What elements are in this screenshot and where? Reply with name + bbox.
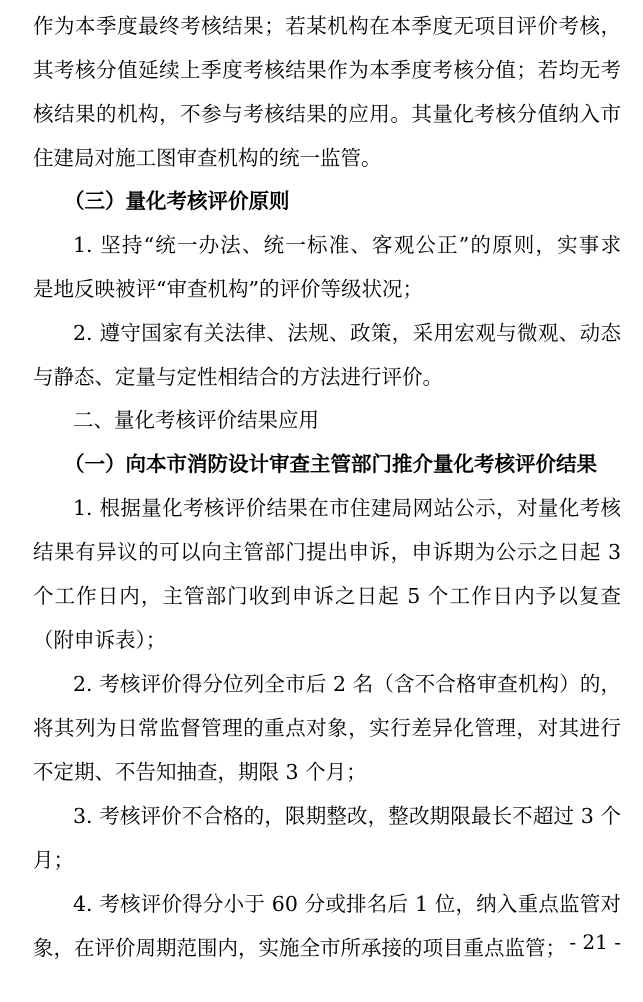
paragraph-line: 1. 坚持“统一办法、统一标准、客观公正”的原则，实事求 [73, 233, 621, 257]
paragraph-line: 其考核分值延续上季度考核结果作为本季度考核分值；若均无考 [33, 58, 621, 82]
paragraph-line: 是地反映被评“审查机构”的评价等级状况； [33, 277, 423, 301]
page-number: - 21 - [569, 930, 621, 954]
paragraph-line: 象，在评价周期范围内，实施全市所承接的项目重点监管； [33, 936, 566, 960]
paragraph-line: 4. 考核评价得分小于 60 分或排名后 1 位，纳入重点监管对 [73, 892, 621, 916]
paragraph-line: 住建局对施工图审查机构的统一监管。 [33, 146, 382, 170]
paragraph-line: 与静态、定量与定性相结合的方法进行评价。 [33, 365, 443, 389]
paragraph-line: 作为本季度最终考核结果；若某机构在本季度无项目评价考核， [33, 14, 621, 38]
paragraph-line: 2. 考核评价得分位列全市后 2 名（含不合格审查机构）的， [73, 672, 621, 696]
paragraph-line: 结果有异议的可以向主管部门提出申诉，申诉期为公示之日起 3 [33, 540, 621, 564]
paragraph-line: 将其列为日常监督管理的重点对象，实行差异化管理，对其进行 [33, 716, 621, 740]
paragraph-line: 核结果的机构，不参与考核结果的应用。其量化考核分值纳入市 [33, 102, 621, 126]
section-heading: （三）量化考核评价原则 [64, 189, 290, 213]
paragraph-line: 个工作日内，主管部门收到申诉之日起 5 个工作日内予以复查 [33, 584, 621, 608]
paragraph-line: （附申诉表）； [33, 628, 167, 652]
chapter-heading: 二、量化考核评价结果应用 [73, 408, 319, 432]
paragraph-line: 1. 根据量化考核评价结果在市住建局网站公示，对量化考核 [73, 496, 621, 520]
paragraph-line: 2. 遵守国家有关法律、法规、政策，采用宏观与微观、动态 [73, 321, 621, 345]
paragraph-line: 不定期、不告知抽查，期限 3 个月； [33, 760, 367, 784]
paragraph-line: 3. 考核评价不合格的，限期整改，整改期限最长不超过 3 个 [73, 804, 621, 828]
section-heading: （一）向本市消防设计审查主管部门推介量化考核评价结果 [64, 452, 597, 476]
paragraph-line: 月； [33, 848, 74, 872]
